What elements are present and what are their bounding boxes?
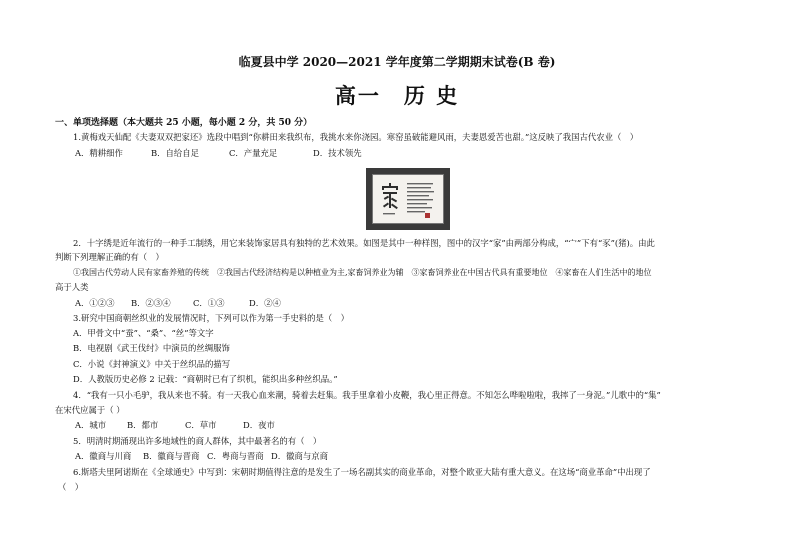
q4-stem-line1: 4．“我有一只小毛驴，我从来也不骑。有一天我心血来潮，骑着去赶集。我手里拿着小皮鞭，我心里正得意。不知怎么哗啦啦啦，我摔了一身泥。”儿歌中的“集” <box>73 390 661 400</box>
q1-stem: 1.黄梅戏天仙配《夫妻双双把家还》选段中唱到“你耕田来我织布，我挑水来你浇园。寒窑虽破能避风雨，夫妻恩爱苦也甜。”这反映了我国古代农业（ ） <box>73 132 639 142</box>
q3-stem: 3.研究中国商朝丝织业的发展情况时，下列可以作为第一手史料的是（ ） <box>73 313 349 323</box>
cross-stitch-image <box>372 174 444 224</box>
q1-option-a: A．精耕细作 <box>75 148 123 158</box>
q4-option-b: B．都市 <box>127 420 159 430</box>
q5-options <box>75 451 335 462</box>
q2-stem-line2: 判断下列理解正确的有（ ） <box>55 252 164 262</box>
q5-option-c: C．粤商与晋商 <box>207 451 264 461</box>
q5-option-d: D．徽商与京商 <box>271 451 328 461</box>
q3-option-d: D．人教版历史必修 2 记载：“商朝时已有了织机，能织出多种丝织品。” <box>73 374 338 384</box>
q4-options <box>75 420 299 431</box>
q1-option-d: D．技术领先 <box>313 148 362 158</box>
cross-stitch-figure <box>366 168 450 230</box>
q2-option-a: A．①②③ <box>75 298 115 308</box>
q1-options <box>75 148 393 159</box>
q2-statements-cont: 高于人类 <box>55 282 89 292</box>
q3-option-a: A．甲骨文中“蚕”、“桑”、“丝”等文字 <box>73 328 214 338</box>
q4-option-a: A．城市 <box>75 420 107 430</box>
q4-stem-line2: 在宋代应属于（ ） <box>55 405 125 415</box>
q2-option-d: D．②④ <box>249 298 281 308</box>
q6-stem-line1: 6.斯塔夫里阿诺斯在《全球通史》中写到：宋朝时期值得注意的是发生了一场名副其实的商业革命，对整个欧亚大陆有重大意义。在这场“商业革命”中出现了 <box>73 467 651 477</box>
q2-option-b: B．②③④ <box>131 298 171 308</box>
section-heading: 一、单项选择题（本大题共 25 小题，每小题 2 分，共 50 分） <box>55 118 313 128</box>
q1-option-b: B．自给自足 <box>151 148 200 158</box>
exam-title: 临夏县中学 2020—2021 学年度第二学期期末试卷(B 卷) <box>238 55 556 69</box>
q2-statements: ①我国古代劳动人民有家畜养殖的传统 ②我国古代经济结构是以种植业为主,家畜饲养业为辅 ③家畜饲养业在中国古代具有重要地位 ④家畜在人们生活中的地位 <box>73 268 652 277</box>
q2-option-c: C．①③ <box>193 298 225 308</box>
q6-stem-line2: （ ） <box>58 482 84 492</box>
q3-option-c: C．小说《封神演义》中关于丝织品的描写 <box>73 359 231 369</box>
q2-options <box>75 298 305 309</box>
q2-stem-line1: 2．十字绣是近年流行的一种手工制绣，用它来装饰家居具有独特的艺术效果。如图是其中一种样图，图中的汉字“家”由两部分构成，“宀”下有“豕”(猪)。由此 <box>73 238 655 248</box>
q5-option-a: A．徽商与川商 <box>75 451 132 461</box>
q5-option-b: B．徽商与晋商 <box>143 451 200 461</box>
q4-option-d: D．夜市 <box>243 420 275 430</box>
subject-title: 高一 历 史 <box>334 83 460 108</box>
q1-option-c: C．产量充足 <box>229 148 278 158</box>
q3-option-b: B．电视剧《武王伐纣》中演员的丝绸服饰 <box>73 343 230 353</box>
q4-option-c: C．草市 <box>185 420 217 430</box>
q5-stem: 5．明清时期涌现出许多地域性的商人群体，其中最著名的有（ ） <box>73 436 322 446</box>
